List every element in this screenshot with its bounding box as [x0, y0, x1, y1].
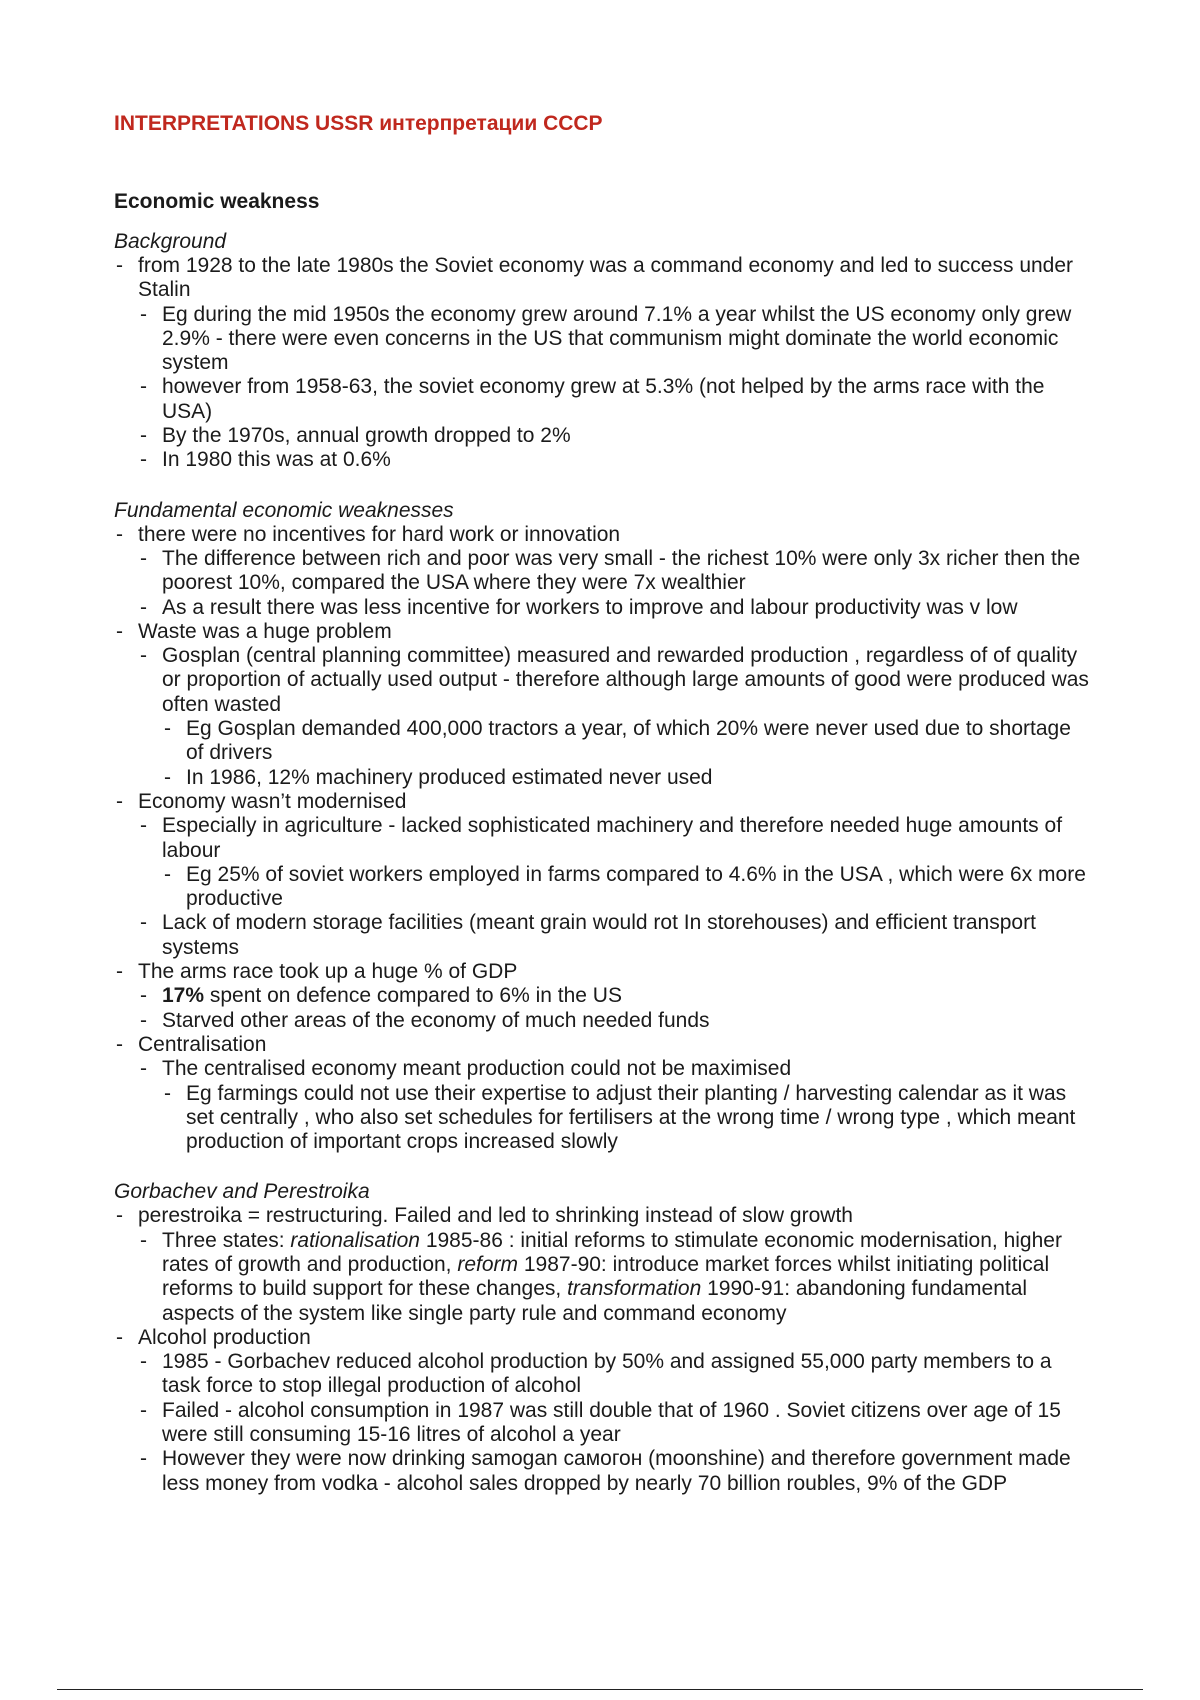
bullet-item [114, 547, 1094, 596]
bullet-item [114, 1204, 1094, 1228]
bullet-item [114, 1057, 1094, 1081]
bullet-text: Gosplan (central planning committee) measured and rewarded production , regardless of of quality or proportion of actually used output - therefore although large amounts of good were produced was often wasted [162, 644, 1089, 716]
bullet-item [114, 1033, 1094, 1057]
gorbachev-list [114, 1204, 1094, 1496]
bullet-text: Waste was a huge problem [138, 619, 392, 643]
bullet-text: The arms race took up a huge % of GDP [138, 960, 518, 984]
fundamental-heading: Fundamental economic weaknesses [114, 498, 454, 522]
bullet-item [114, 911, 1094, 960]
bullet-text: However they were now drinking samogan самогон (moonshine) and therefore government made less money from vodka - alcohol sales dropped by nearly 70 billion roubles, 9% of the GDP [162, 1447, 1071, 1495]
text-run: 1985-86 : initial reforms to stimulate economic modernisation, higher rates of growth and production, [162, 1228, 1062, 1276]
bullet-text: Eg farmings could not use their expertise to adjust their planting / harvesting calendar as it was set centrally , who also set schedules for fertilisers at the wrong time / wrong type , which meant production of important crops increased slowly [186, 1081, 1076, 1154]
bullet-text: Especially in agriculture - lacked sophisticated machinery and therefore needed huge amounts of labour [162, 814, 1063, 862]
gorbachev-section [114, 1180, 1094, 1496]
fundamental-list [114, 523, 1094, 1155]
gorbachev-heading: Gorbachev and Perestroika [114, 1180, 370, 1204]
bullet-item [114, 644, 1094, 717]
bullet-text: perestroika = restructuring. Failed and led to shrinking instead of slow growth [138, 1204, 853, 1228]
text-run: Three states: [162, 1228, 291, 1252]
bullet-item [114, 1326, 1094, 1350]
bullet-text: Alcohol production [138, 1325, 311, 1349]
bullet-text: Lack of modern storage facilities (meant grain would rot In storehouses) and efficient transport systems [162, 911, 1036, 959]
bullet-text: Eg during the mid 1950s the economy grew around 7.1% a year whilst the US economy only grew 2.9% - there were even concerns in the US that communism might dominate the world economic system [162, 302, 1072, 375]
bullet-text: Eg 25% of soviet workers employed in farms compared to 4.6% in the USA , which were 6x more productive [186, 862, 1086, 911]
bullet-item [114, 814, 1094, 863]
bullet-item [114, 424, 1094, 448]
bullet-text: from 1928 to the late 1980s the Soviet economy was a command economy and led to success under Stalin [138, 254, 1074, 302]
bullet-item [114, 1082, 1094, 1155]
bullet-text: The difference between rich and poor was very small - the richest 10% were only 3x richer then the poorest 10%, compared the USA where they were 7x wealthier [162, 546, 1081, 595]
bullet-item [114, 523, 1094, 547]
bullet-item [114, 1447, 1094, 1496]
bullet-text: however from 1958-63, the soviet economy grew at 5.3% (not helped by the arms race with the USA) [162, 375, 1045, 423]
text-run: 1990-91: abandoning fundamental aspects of the system like single party rule and command economy [162, 1277, 1028, 1325]
document-page [114, 110, 1094, 1522]
background-list [114, 254, 1094, 473]
bullet-text: Centralisation [138, 1032, 267, 1056]
bullet-text: In 1980 this was at 0.6% [162, 448, 391, 472]
bullet-item [114, 717, 1094, 766]
bullet-item [114, 254, 1094, 303]
bullet-item [114, 620, 1094, 644]
bullet-text: By the 1970s, annual growth dropped to 2% [162, 424, 571, 448]
italic-term: transformation [567, 1277, 702, 1301]
bullet-text: Eg Gosplan demanded 400,000 tractors a year, of which 20% were never used due to shortage of drivers [186, 717, 1071, 765]
document-title: INTERPRETATIONS USSR интерпретации СССР [114, 112, 603, 135]
bullet-item [114, 984, 1094, 1008]
bullet-item [114, 303, 1094, 376]
background-heading: Background [114, 230, 227, 253]
bold-figure: 17% [162, 984, 205, 1008]
bullet-item [114, 1229, 1094, 1326]
bullet-text: spent on defence compared to 6% in the US [204, 984, 622, 1008]
text-run: 1987-90: introduce market forces whilst initiating political reforms to build support for these changes, [162, 1252, 1050, 1301]
bullet-text: Economy wasn’t modernised [138, 789, 407, 813]
bullet-item [114, 766, 1094, 790]
bullet-item [114, 863, 1094, 912]
bullet-text: The centralised economy meant production could not be maximised [162, 1057, 792, 1081]
bullet-item [114, 375, 1094, 424]
section-heading: Economic weakness [114, 190, 320, 213]
bullet-item [114, 1399, 1094, 1448]
italic-term: reform [457, 1252, 519, 1276]
bottom-divider [57, 1689, 1143, 1690]
bullet-item [114, 448, 1094, 472]
bullet-item [114, 1009, 1094, 1033]
bullet-item [114, 596, 1094, 620]
background-section [114, 230, 1094, 473]
bullet-text: As a result there was less incentive for workers to improve and labour productivity was v low [162, 595, 1018, 619]
bullet-text: Starved other areas of the economy of much needed funds [162, 1008, 710, 1032]
bullet-item [114, 790, 1094, 814]
bullet-item [114, 1350, 1094, 1399]
fundamental-weaknesses-section [114, 499, 1094, 1155]
bullet-item [114, 960, 1094, 984]
bullet-text: there were no incentives for hard work or innovation [138, 522, 621, 546]
bullet-text: Failed - alcohol consumption in 1987 was still double that of 1960 . Soviet citizens over age of 15 were still consuming 15-16 litres of alcohol a year [162, 1398, 1061, 1447]
bullet-text: 1985 - Gorbachev reduced alcohol production by 50% and assigned 55,000 party members to a task force to stop illegal production of alcohol [162, 1350, 1052, 1398]
bullet-text: In 1986, 12% machinery produced estimated never used [186, 765, 713, 789]
italic-term: rationalisation [290, 1228, 420, 1252]
